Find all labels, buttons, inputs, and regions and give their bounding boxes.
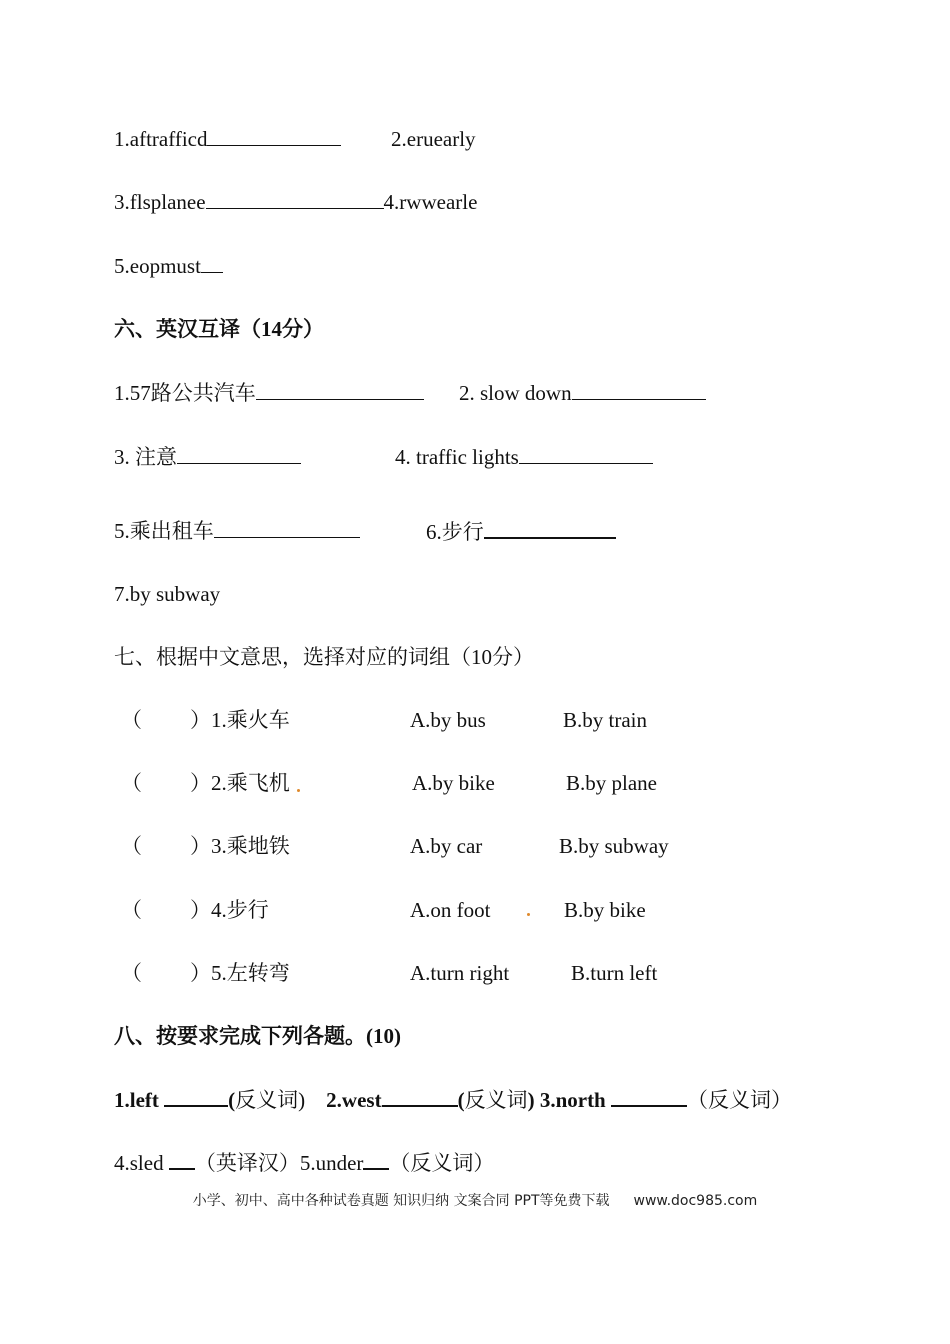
paren-close: ）: [190, 961, 211, 985]
translate-item-5: [114, 517, 360, 545]
stray-dot: [527, 913, 530, 916]
answer-paren[interactable]: [190, 959, 290, 987]
option-b: B.turn left: [571, 961, 658, 985]
option-b: B.by bike: [564, 898, 646, 922]
translate-item-6: [426, 517, 616, 546]
option-b: B.by plane: [566, 771, 657, 795]
answer-paren[interactable]: [190, 832, 290, 860]
translate-item-7: 7.by subway: [114, 582, 221, 606]
translate-item-3-label: 3. 注意: [114, 445, 177, 469]
translate-item-2-label: 2. slow down: [459, 381, 572, 405]
answer-paren[interactable]: [190, 706, 290, 734]
option-a: A.turn right: [410, 961, 510, 985]
unscramble-item-3: 3.flsplanee: [114, 190, 206, 214]
unscramble-line-1: [114, 125, 341, 153]
answer-blank[interactable]: [206, 188, 384, 209]
question-stem: 4.步行: [211, 898, 269, 922]
option-a: A.by bike: [412, 771, 495, 795]
translate-item-2: [459, 379, 706, 407]
q2-label: 2.west: [326, 1088, 382, 1112]
translate-item-4: [395, 443, 653, 471]
answer-paren[interactable]: [190, 896, 269, 924]
paren-open: （: [121, 834, 142, 858]
question-stem: 5.左转弯: [211, 961, 290, 985]
q5-label: 5.under: [299, 1151, 364, 1175]
paren-open: （: [121, 898, 142, 922]
section-7-heading: 七、根据中文意思，选择对应的词组（10分）: [114, 645, 534, 669]
footer-url[interactable]: www.doc985.com: [633, 1193, 758, 1209]
unscramble-item-2: 2.eruearly: [391, 127, 476, 151]
paren-close: ）: [190, 708, 211, 732]
antonym-line-2: [114, 1148, 494, 1177]
paren-close: ）: [190, 898, 211, 922]
option-a: A.by bus: [410, 708, 486, 732]
translate-item-4-label: 4. traffic lights: [395, 445, 519, 469]
answer-blank[interactable]: [363, 1148, 389, 1170]
answer-blank[interactable]: [201, 252, 223, 273]
question-stem: 1.乘火车: [211, 708, 290, 732]
option-b: B.by train: [563, 708, 647, 732]
unscramble-item-5: 5.eopmust: [114, 254, 201, 278]
q2-hint: 反义词: [464, 1088, 528, 1112]
unscramble-line-3: [114, 252, 223, 280]
q4-label: 4.sled: [114, 1151, 164, 1175]
answer-blank[interactable]: [382, 1085, 458, 1107]
q2-paren-open: (: [457, 1088, 465, 1112]
answer-blank[interactable]: [256, 379, 424, 400]
answer-blank[interactable]: [164, 1085, 228, 1107]
paren-close: ）: [190, 834, 211, 858]
answer-blank[interactable]: [207, 125, 341, 146]
answer-blank[interactable]: [611, 1085, 687, 1107]
question-stem: 2.乘飞机: [211, 771, 290, 795]
q4-hint: （英译汉）: [194, 1151, 300, 1175]
q1-label: 1.left: [114, 1088, 159, 1112]
answer-blank[interactable]: [214, 517, 360, 538]
section-6-heading: 六、英汉互译（14分）: [114, 317, 324, 341]
q3-hint: （反义词）: [687, 1088, 792, 1112]
q1-paren-close: ): [298, 1088, 306, 1112]
footer-text: 小学、初中、高中各种试卷真题 知识归纳 文案合同 PPT等免费下载: [192, 1193, 610, 1209]
unscramble-item-1: 1.aftrafficd: [114, 127, 208, 151]
q5-hint: （反义词）: [389, 1151, 495, 1175]
unscramble-line-2: [114, 188, 477, 216]
paren-open: （: [121, 708, 142, 732]
answer-blank[interactable]: [177, 443, 301, 464]
paren-open: （: [121, 771, 142, 795]
stray-dot: [297, 789, 300, 792]
option-a: A.on foot: [410, 898, 491, 922]
answer-paren[interactable]: [190, 769, 290, 797]
translate-item-6-label: 6.步行: [426, 520, 484, 544]
translate-item-3: [114, 443, 301, 471]
answer-blank[interactable]: [169, 1148, 195, 1170]
antonym-line-1: [114, 1085, 792, 1114]
q3-label: 3.north: [539, 1088, 606, 1112]
answer-blank[interactable]: [572, 379, 706, 400]
q1-hint: 反义词: [235, 1088, 299, 1112]
paren-close: ）: [190, 771, 211, 795]
answer-blank[interactable]: [484, 517, 616, 539]
translate-item-5-label: 5.乘出租车: [114, 519, 214, 543]
q1-paren-open: (: [228, 1088, 236, 1112]
unscramble-item-4: 4.rwwearle: [383, 190, 478, 214]
option-a: A.by car: [410, 834, 483, 858]
question-stem: 3.乘地铁: [211, 834, 290, 858]
translate-item-1-label: 1.57路公共汽车: [114, 381, 256, 405]
option-b: B.by subway: [559, 834, 669, 858]
q2-paren-close: ): [527, 1088, 535, 1112]
translate-item-1: [114, 379, 424, 407]
answer-blank[interactable]: [519, 443, 653, 464]
paren-open: （: [121, 961, 142, 985]
section-8-heading: 八、按要求完成下列各题。(10): [114, 1024, 401, 1048]
page-footer: [0, 1190, 950, 1212]
